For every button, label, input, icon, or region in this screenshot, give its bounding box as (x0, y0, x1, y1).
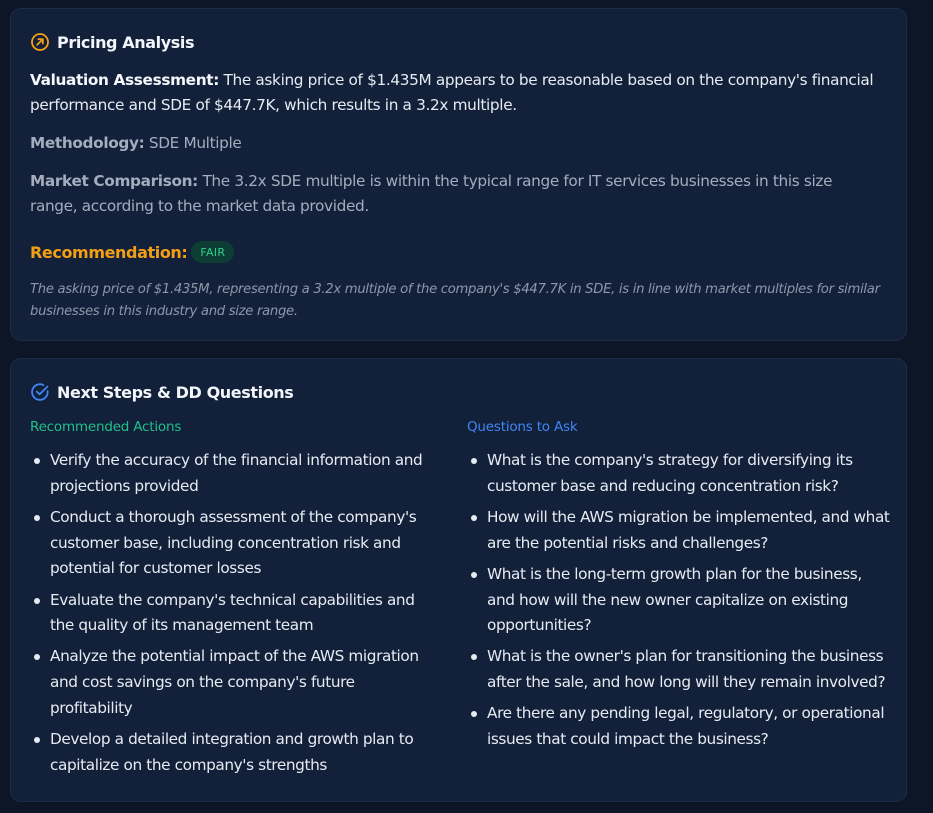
valuation-assessment-text: The asking price of $1.435M appears to be reasonable based on the company's financial performance and SDE of $447.7K, which results in a 3.2x multiple. (30, 71, 874, 114)
recommendation-badge: FAIR (191, 241, 234, 263)
question-item: What is the owner's plan for transitioning the business after the sale, and how long will they remain involved? (468, 644, 893, 695)
market-comparison-label: Market Comparison: (30, 172, 198, 190)
question-item: What is the long-term growth plan for the business, and how will the new owner capitalize on existing opportunities? (468, 562, 893, 639)
pricing-analysis-card (10, 8, 907, 341)
market-comparison (30, 169, 880, 219)
questions-list (468, 448, 893, 758)
question-item: How will the AWS migration be implemented, and what are the potential risks and challenges? (468, 505, 893, 556)
next-steps-card (10, 358, 907, 802)
pricing-analysis-title: Pricing Analysis (57, 32, 195, 52)
action-item: Verify the accuracy of the financial information and projections provided (31, 448, 441, 499)
question-item: Are there any pending legal, regulatory, or operational issues that could impact the business? (468, 701, 893, 752)
valuation-assessment-label: Valuation Assessment: (30, 71, 219, 89)
arrow-up-right-circle-icon (30, 32, 50, 52)
recommendation (30, 241, 234, 263)
methodology-text: SDE Multiple (148, 134, 242, 152)
action-item: Analyze the potential impact of the AWS migration and cost savings on the company's future profitability (31, 644, 441, 721)
action-item: Evaluate the company's technical capabilities and the quality of its management team (31, 588, 441, 639)
question-item: What is the company's strategy for diversifying its customer base and reducing concentration risk? (468, 448, 893, 499)
action-item: Develop a detailed integration and growth plan to capitalize on the company's strengths (31, 727, 441, 778)
market-comparison-text: The 3.2x SDE multiple is within the typical range for IT services businesses in this size range, according to the market data provided. (30, 172, 833, 215)
questions-to-ask-title: Questions to Ask (467, 419, 578, 435)
methodology-label: Methodology: (30, 134, 145, 152)
pricing-analysis-header (30, 32, 194, 52)
check-circle-icon (30, 382, 50, 402)
next-steps-title: Next Steps & DD Questions (57, 382, 294, 402)
next-steps-header (30, 382, 293, 402)
recommended-actions-list (31, 448, 441, 784)
action-item: Conduct a thorough assessment of the company's customer base, including concentration risk and potential for customer losses (31, 505, 441, 582)
valuation-assessment (30, 68, 880, 118)
pricing-summary: The asking price of $1.435M, representing a 3.2x multiple of the company's $447.7K in SDE, is in line with market multiples for similar businesses in this industry and size range. (30, 282, 880, 319)
recommended-actions-title: Recommended Actions (30, 419, 182, 435)
recommendation-label: Recommendation: (30, 242, 188, 262)
methodology (30, 131, 880, 156)
